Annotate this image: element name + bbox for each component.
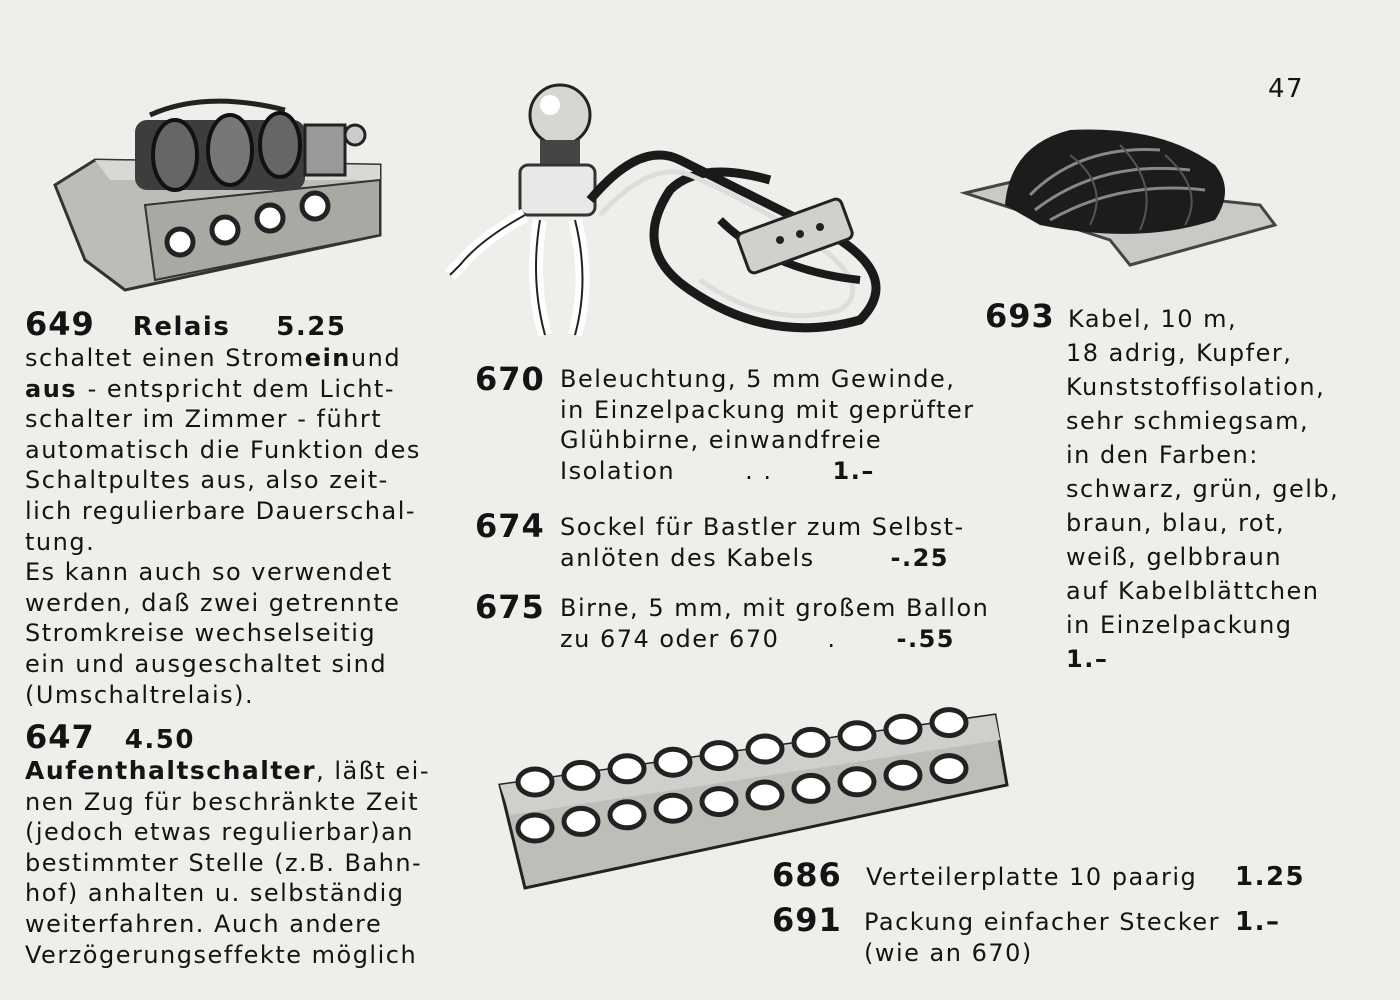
socket-hole	[748, 782, 782, 808]
item-desc-line: Kabel, 10 m,	[1068, 305, 1238, 333]
item-desc-line: Birne, 5 mm, mit großem Ballon	[560, 594, 990, 622]
item-desc-line: auf Kabelblättchen	[1066, 577, 1320, 605]
item-desc-line: weiterfahren. Auch andere	[25, 909, 383, 938]
item-desc-line	[25, 343, 402, 374]
item-desc-line: schwarz, grün, gelb,	[1066, 475, 1340, 503]
item-desc-line: (wie an 670)	[864, 938, 1033, 967]
item-desc-line: bestimmter Stelle (z.B. Bahn-	[25, 848, 423, 877]
item-number-691: 691	[772, 901, 842, 939]
item-desc-line: sehr schmiegsam,	[1066, 407, 1310, 435]
item-desc-line: (jedoch etwas regulierbar)an	[25, 818, 415, 847]
item-desc-line	[25, 374, 395, 405]
socket-hole	[886, 762, 920, 788]
item-price-670: 1.–	[832, 456, 875, 485]
item-price-674: -.25	[890, 543, 949, 572]
leader-dots: . .	[745, 456, 773, 485]
item-price-675: -.55	[896, 624, 955, 653]
item-desc-line: tung.	[25, 527, 96, 556]
item-desc-line: schalter im Zimmer - führt	[25, 405, 383, 434]
item-desc-line: Glühbirne, einwandfreie	[560, 426, 883, 455]
item-desc-line: weiß, gelbbraun	[1066, 543, 1283, 571]
item-desc-line: in Einzelpackung mit geprüfter	[560, 395, 975, 424]
socket-hole	[840, 723, 874, 749]
socket-hole	[702, 743, 736, 769]
item-desc-line: Stromkreise wechselseitig	[25, 619, 377, 648]
item-number-675: 675	[475, 588, 545, 626]
item-desc-line: Packung einfacher Stecker	[864, 908, 1220, 936]
socket-hole	[564, 762, 598, 788]
item-price-647: 4.50	[124, 725, 195, 755]
socket-hole	[794, 775, 828, 801]
socket-hole	[656, 749, 690, 775]
socket-hole	[564, 808, 598, 834]
socket-hole	[702, 789, 736, 815]
socket-hole	[840, 769, 874, 795]
socket-hole	[748, 736, 782, 762]
socket-hole	[610, 802, 644, 828]
text-segment: aus	[25, 374, 78, 403]
item-number-693: 693	[985, 297, 1055, 335]
item-desc-line: Es kann auch so verwendet	[25, 558, 393, 587]
item-desc-line: nen Zug für beschränkte Zeit	[25, 787, 420, 816]
text-segment: anlöten des Kabels	[560, 543, 815, 572]
item-number-674: 674	[475, 507, 545, 545]
lamp-cable-photo	[440, 80, 890, 345]
text-segment: zu 674 oder 670	[560, 624, 780, 653]
item-desc-line: Kunststoffisolation,	[1066, 373, 1326, 401]
item-desc-line: automatisch die Funktion des	[25, 435, 421, 464]
text-segment: ein	[304, 344, 351, 372]
item-number-670: 670	[475, 360, 545, 398]
item-price-649: 5.25	[276, 312, 347, 342]
item-desc-line: hof) anhalten u. selbständig	[25, 879, 405, 908]
item-desc-line: Verteilerplatte 10 paarig	[866, 863, 1198, 891]
socket-hole	[518, 815, 552, 841]
item-desc-line: Beleuchtung, 5 mm Gewinde,	[560, 365, 956, 393]
socket-hole	[932, 756, 966, 782]
item-desc-line: in den Farben:	[1066, 441, 1259, 469]
socket-hole	[656, 795, 690, 821]
socket-hole	[932, 710, 966, 736]
item-desc-line: braun, blau, rot,	[1066, 509, 1286, 537]
socket-hole	[610, 756, 644, 782]
item-desc-line: lich regulierbare Dauerschal-	[25, 496, 417, 525]
item-price-693: 1.–	[1066, 645, 1109, 673]
socket-hole	[518, 769, 552, 795]
item-desc-line: Verzögerungseffekte möglich	[25, 940, 418, 969]
item-price-691: 1.–	[1235, 907, 1281, 937]
text-segment: Isolation	[560, 456, 676, 485]
item-price-686: 1.25	[1235, 862, 1306, 892]
item-desc-line: werden, daß zwei getrennte	[25, 588, 401, 617]
text-segment: schaltet einen Strom	[25, 344, 305, 372]
text-segment: , läßt ei-	[316, 757, 430, 785]
item-desc-line: Sockel für Bastler zum Selbst-	[560, 513, 965, 541]
item-number-686: 686	[772, 856, 842, 894]
item-desc-line: in Einzelpackung	[1066, 611, 1293, 639]
socket-hole	[886, 716, 920, 742]
cable-spool-photo	[960, 125, 1280, 265]
item-desc-line: 18 adrig, Kupfer,	[1066, 339, 1293, 367]
socket-hole	[794, 729, 828, 755]
item-name-649: Relais	[132, 312, 231, 342]
page-number: 47	[1268, 74, 1305, 104]
item-desc-line: (Umschaltrelais).	[25, 680, 255, 709]
text-segment: und	[350, 344, 402, 372]
leader-dots: .	[827, 624, 837, 653]
item-number-647: 647	[25, 718, 95, 756]
item-desc-line: ein und ausgeschaltet sind	[25, 649, 388, 678]
item-name-647: Aufenthaltschalter	[25, 756, 317, 785]
text-segment: - entspricht dem Licht-	[87, 374, 395, 403]
relay-photo	[55, 90, 385, 290]
item-number-649: 649	[25, 305, 95, 343]
item-desc-line: Schaltpultes aus, also zeit-	[25, 466, 389, 495]
